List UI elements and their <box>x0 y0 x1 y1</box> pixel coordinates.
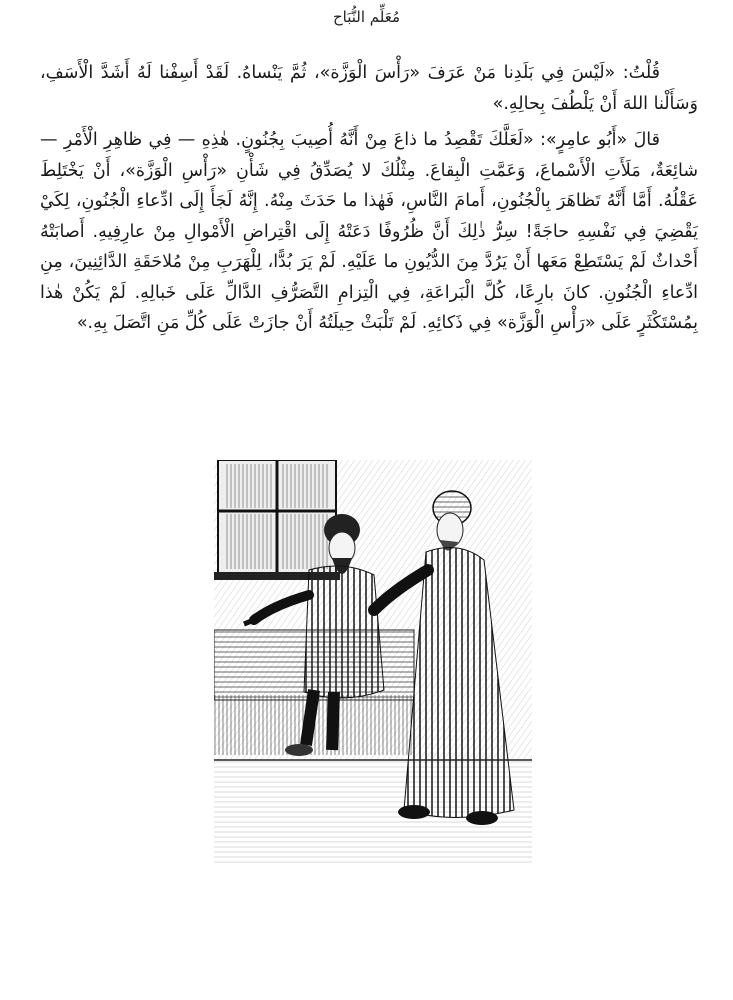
story-illustration <box>214 460 532 865</box>
paragraph: قُلْتُ: «لَيْسَ فِي بَلَدِنا مَنْ عَرَفَ «رَأْسَ الْوَزَّة»، ثُمَّ يَنْساهُ. لَقَدْ أَسِفْنا لَهُ أَشَدَّ الْأَسَفِ، وَسَأَلْنا اللهَ أَنْ يَلْطُفَ بِحالِهِ.» <box>40 63 698 114</box>
illustration-drawing <box>214 460 532 865</box>
page-title: مُعَلِّم النُّبَاح <box>332 8 401 26</box>
paragraph: قالَ «أَبُو عامِرٍ»: «لَعَلَّكَ تَقْصِدُ ما ذاعَ مِنْ أَنَّهُ أُصِيبَ بِجُنُونٍ. هٰذِهِ — فِي ظاهِرِ الْأَمْرِ — شائِعَةٌ، مَلَأَتِ الْأَسْماعَ، وَعَمَّتِ الْبِقاعَ. مِثْلُكَ لا يُصَدِّقُ فِي شَأْنِ «رَأْسِ الْوَزَّة»، أَنْ يَخْتَلِطَ عَقْلُهُ. أَمَّا أَنَّهُ تَظاهَرَ بِالْجُنُونِ، أَمامَ النَّاسِ، فَهٰذا ما حَدَثَ مِنْهُ. إِنَّهُ لَجَأَ إِلَى ادِّعاءِ الْجُنُونِ، لِكَيْ يَقْضِيَ فِي نَفْسِهِ حاجَةً! سِرُّ ذٰلِكَ أَنَّ ظُرُوفًا دَعَتْهُ إِلَى اقْتِراضِ الْأَمْوالِ مِنْ عارِفِيهِ. أَصابَتْهُ أَحْداثٌ لَمْ يَسْتَطِعْ مَعَها أَنْ يَرُدَّ مِنَ الدُّيُونِ ما عَلَيْهِ. لَمْ يَرَ بُدًّا، لِلْهَرَبِ مِنْ مُلاحَقَةِ الدَّائِنِينَ، مِنِ ادِّعاءِ الْجُنُونِ. كانَ بارِعًا، كُلَّ الْبَراعَةِ، فِي الْتِزامِ التَّصَرُّفِ الدَّالِّ عَلَى خَبالِهِ. لَمْ يَكُنْ هٰذا بِمُسْتَكْثَرٍ عَلَى «رَأْسِ الْوَزَّة» فِي ذَكائِهِ. لَمْ تَلْبَثْ حِيلَتُهُ أَنْ جازَتْ عَلَى كُلِّ مَنِ اتَّصَلَ بِهِ.» <box>40 130 698 333</box>
story-text <box>40 58 698 345</box>
